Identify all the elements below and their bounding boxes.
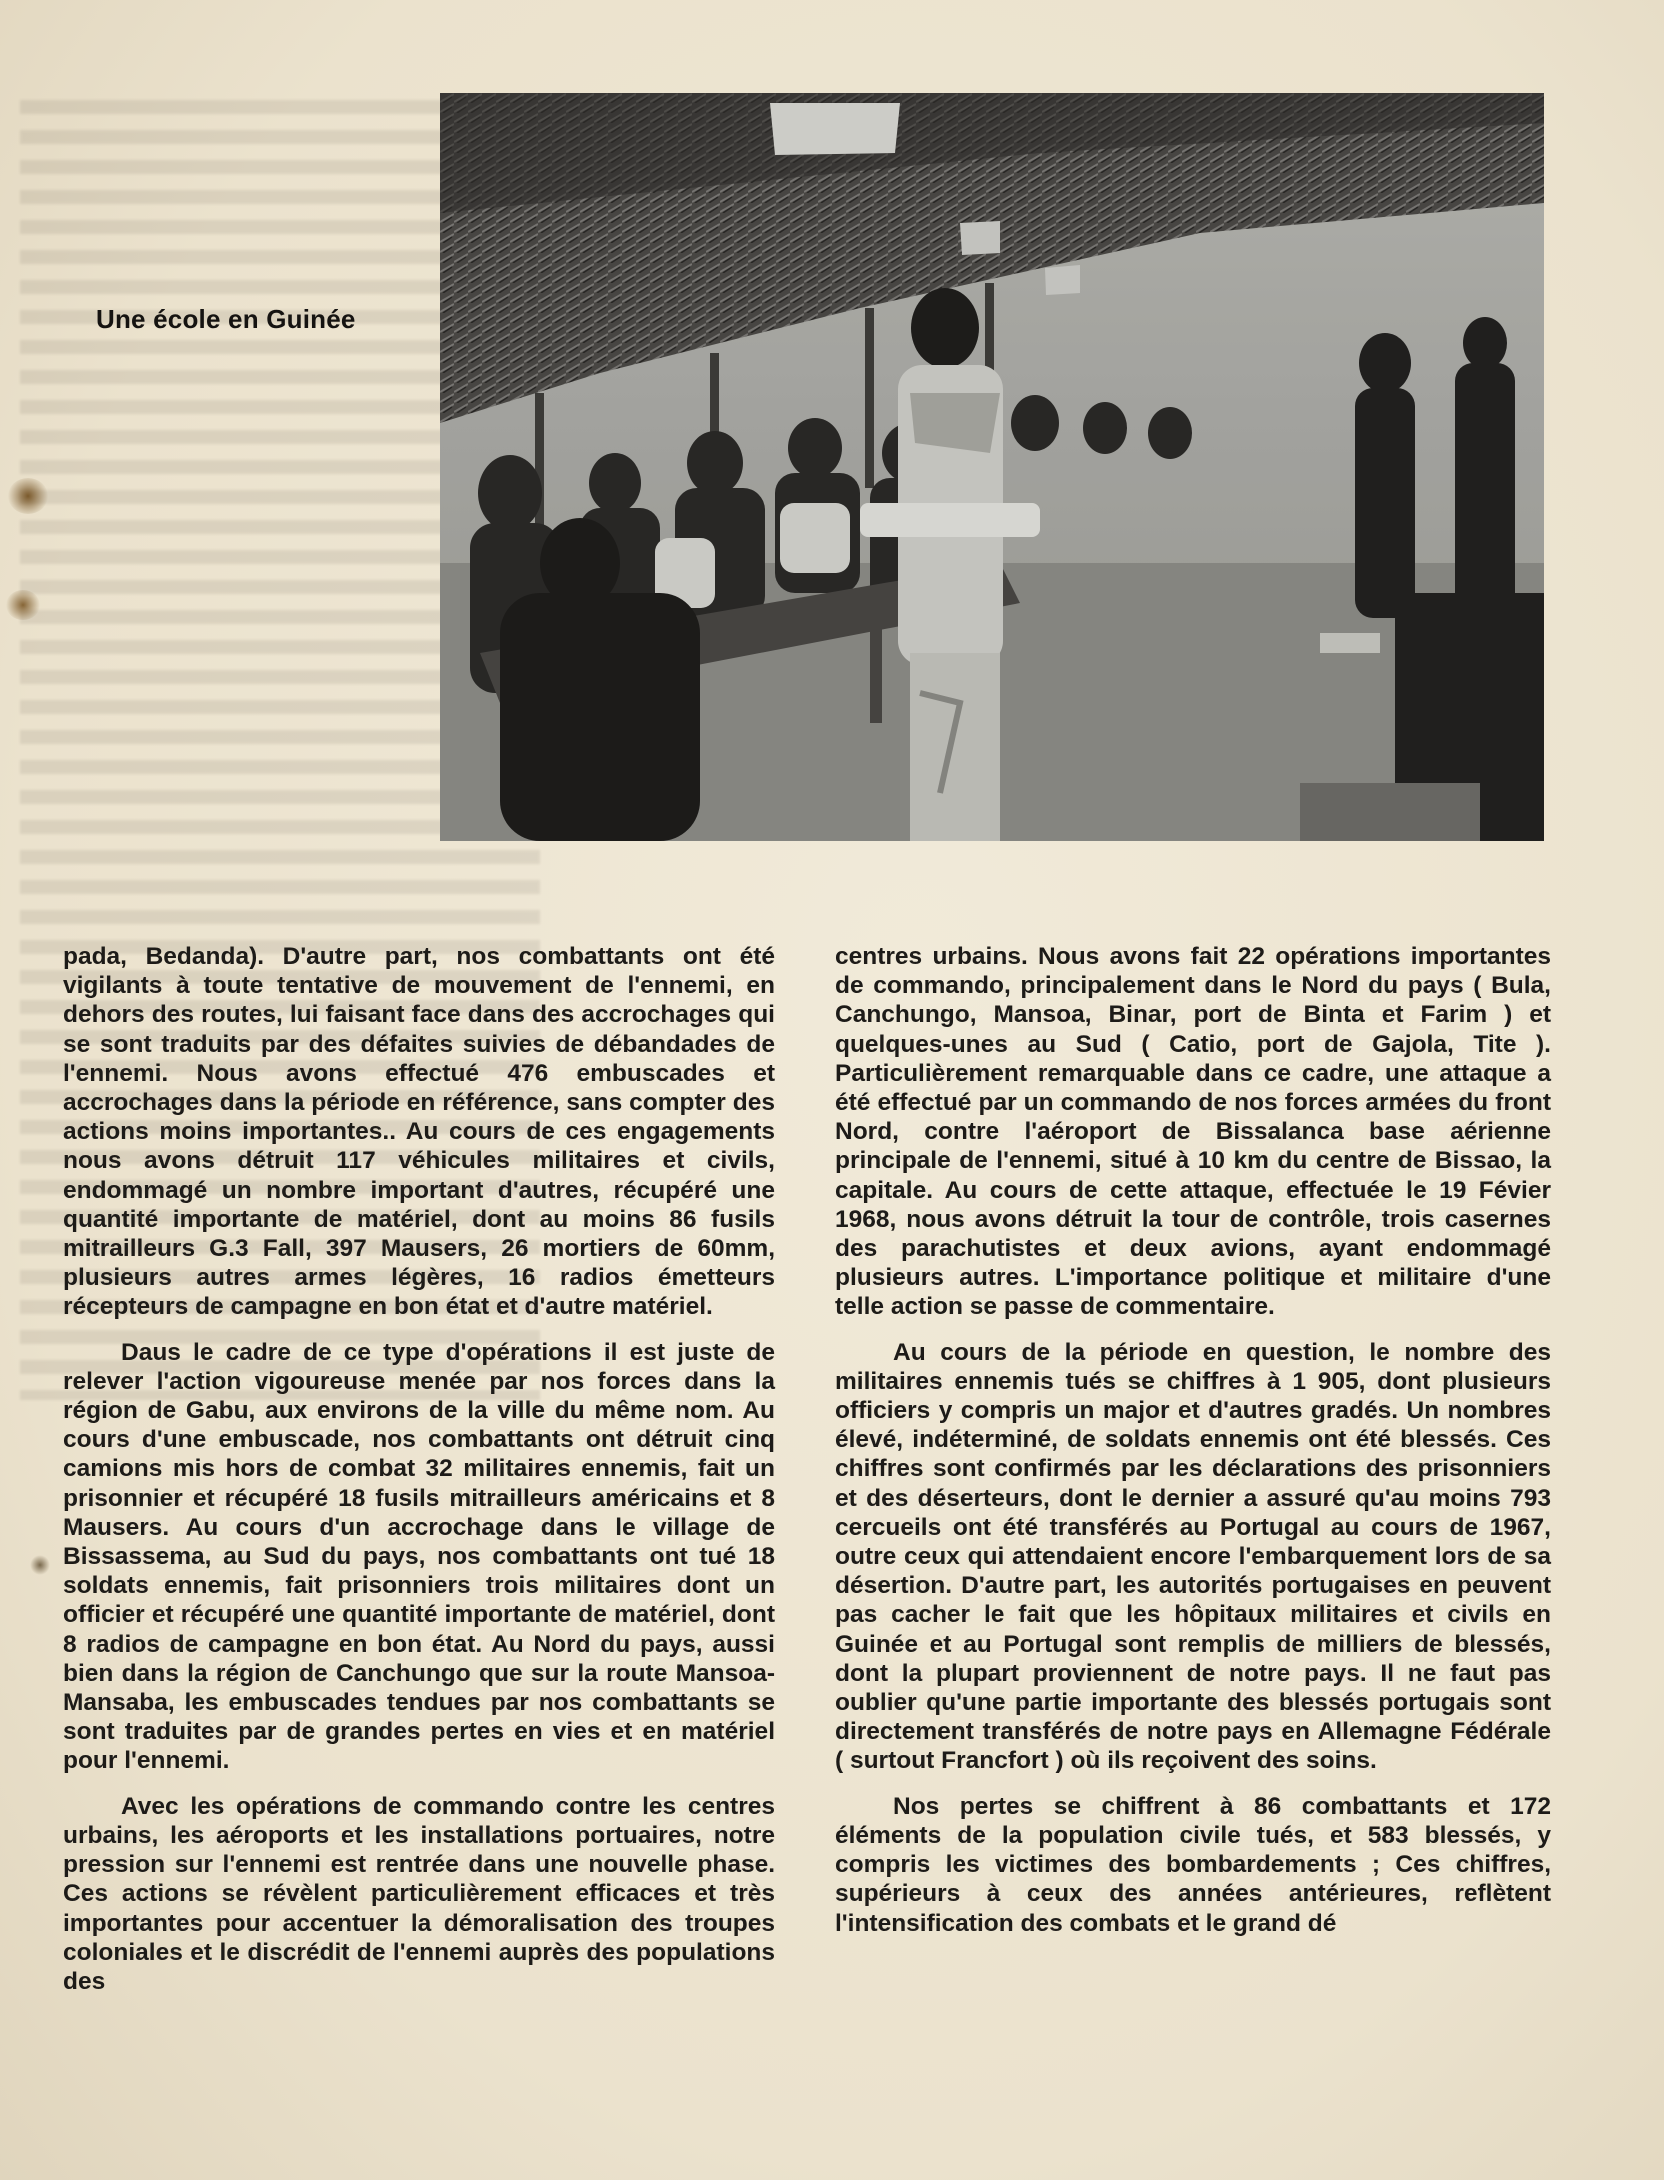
photo-illustration [440, 93, 1544, 841]
left-paragraph-1: pada, Bedanda). D'autre part, nos combattants ont été vigilants à toute tentative de mouvement de l'ennemi, en dehors des routes, lui faisant face dans des accrochages qui se sont traduits par des défaites suivies de débandades de l'ennemi. Nous avons effectué 476 embuscades et accrochages dans la période en référence, sans compter des actions moins importantes.. Au cours de ces engagements nous avons détruit 117 véhicules militaires et civils, endommagé un nombre important d'autres, récupéré une quantité importante de matériel, dont au moins 86 fusils mitrailleurs G.3 Fall, 397 Mausers, 26 mortiers de 60mm, plusieurs autres armes légères, 16 radios émetteurs récepteurs de campagne en bon état et d'autre matériel. [63, 943, 775, 1321]
right-column [835, 942, 1551, 1938]
paper-stain [30, 1555, 50, 1575]
school-photo [440, 93, 1544, 841]
paper-stain [6, 590, 40, 620]
right-paragraph-3: Nos pertes se chiffrent à 86 combattants et 172 éléments de la population civile tués, et 583 blessés, y compris les victimes des bombardements ; Ces chiffres, supérieurs à ceux des années antérieures, reflètent l'intensification des combats et le grand dé [835, 1792, 1551, 1937]
right-paragraph-2: Au cours de la période en question, le nombre des militaires ennemis tués se chiffres à 1 905, dont plusieurs officiers y compris un major et d'autres gradés. Un nombres élevé, indéterminé, de soldats ennemis ont été blessés. Ces chiffres sont confirmés par les déclarations des prisonniers et des déserteurs, dont le dernier a assuré qu'au moins 793 cercueils ont été transférés au Portugal au cours de 1967, outre ceux qui attendaient encore l'embarquement lors de sa désertion. D'autre part, les autorités portugaises en peuvent pas cacher le fait que les hôpitaux militaires et civils en Guinée et au Portugal sont remplis de milliers de blessés, dont la plupart proviennent de notre pays. Il ne faut pas oublier qu'une partie importante des blessés portugais sont directement transférés de notre pays en Allemagne Fédérale ( surtout Francfort ) où ils reçoivent des soins. [835, 1338, 1551, 1775]
left-paragraph-3: Avec les opérations de commando contre les centres urbains, les aéroports et les installations portuaires, notre pression sur l'ennemi est rentrée dans une nouvelle phase. Ces actions se révèlent particulièrement efficaces et très importantes pour accentuer la démoralisation des troupes coloniales et le discrédit de l'ennemi auprès des populations des [63, 1792, 775, 1995]
photo-caption: Une école en Guinée [96, 304, 356, 334]
paper-stain [8, 478, 48, 514]
right-paragraph-1: centres urbains. Nous avons fait 22 opérations importantes de commando, principalement dans le Nord du pays ( Bula, Canchungo, Mansoa, Binar, port de Binta et Farim ) et quelques-unes au Sud ( Catio, port de Gajola, Tite ). Particulièrement remarquable dans ce cadre, une attaque a été effectué par un commando de nos forces armées du front Nord, contre l'aéroport de Bissalanca base aérienne principale de l'ennemi, situé à 10 km du centre de Bissao, la capitale. Au cours de cette attaque, effectuée le 19 Févier 1968, nous avons détruit la tour de contrôle, trois casernes des parachutistes et deux avions, ayant endommagé plusieurs autres. L'importance politique et militaire d'une telle action se passe de commentaire. [835, 943, 1551, 1321]
left-column [63, 942, 775, 1996]
left-paragraph-2: Daus le cadre de ce type d'opérations il est juste de relever l'action vigoureuse menée par nos forces dans la région de Gabu, aux environs de la ville du même nom. Au cours d'une embuscade, nos combattants ont détruit cinq camions mis hors de combat 32 militaires ennemis, fait un prisonnier et récupéré 18 fusils mitrailleurs américains et 8 Mausers. Au cours d'un accrochage dans le village de Bissassema, au Sud du pays, nos combattants ont tué 18 soldats ennemis, fait prisonniers trois militaires dont un officier et récupéré une quantité importante de matériel, dont 8 radios de campagne en bon état. Au Nord du pays, aussi bien dans la région de Canchungo que sur la route Mansoa-Mansaba, les embuscades tendues par nos combattants se sont traduites par de grandes pertes en vies et en matériel pour l'ennemi. [63, 1338, 775, 1775]
